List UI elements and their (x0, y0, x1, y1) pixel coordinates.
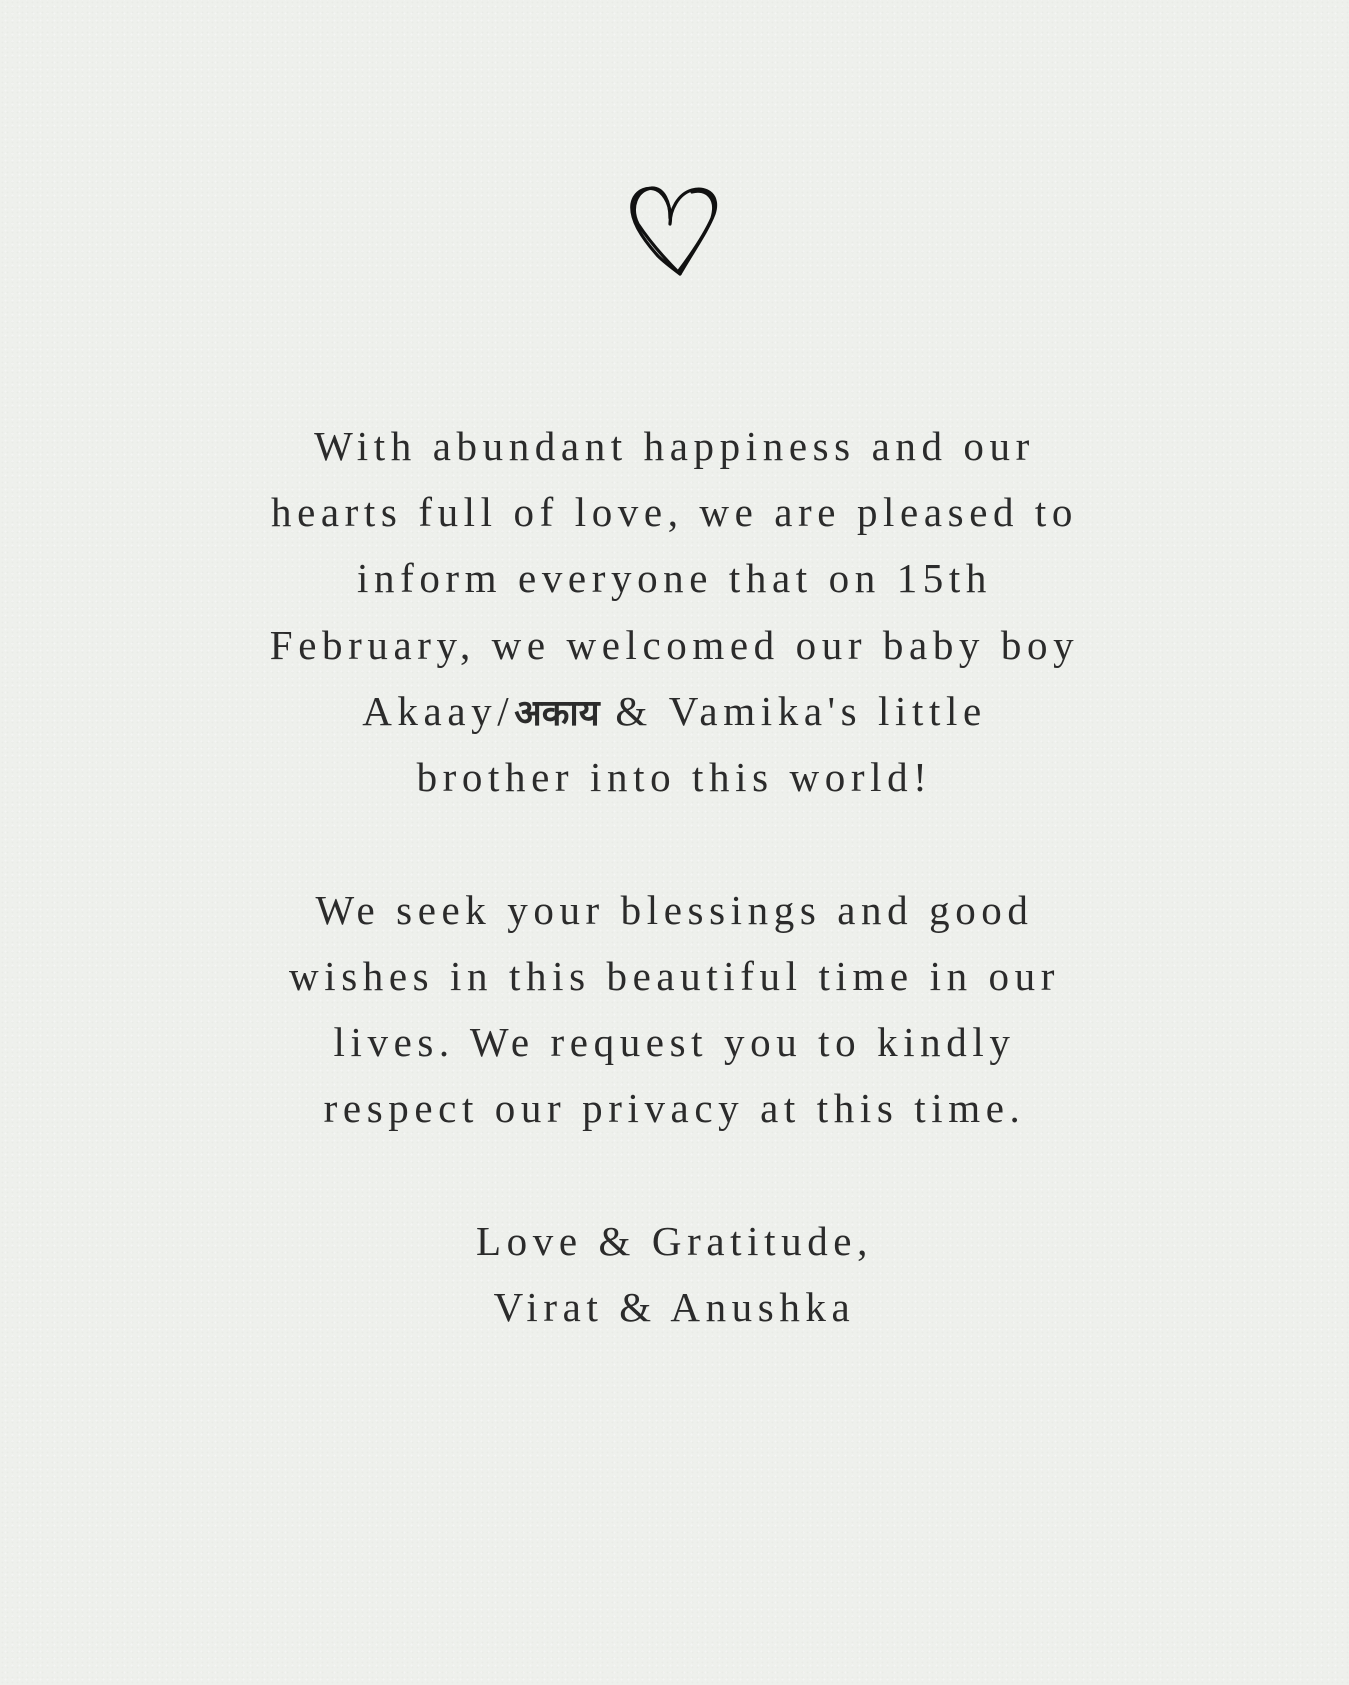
message-line: lives. We request you to kindly (333, 1019, 1016, 1065)
signoff-names: Virat & Anushka (493, 1284, 856, 1330)
message-line: respect our privacy at this time. (323, 1085, 1026, 1131)
message-line: wishes in this beautiful time in our (289, 953, 1060, 999)
baby-name: Akaay/ (362, 688, 515, 734)
message-line: February, we welcomed our baby boy (269, 622, 1080, 668)
message-line (0, 686, 1349, 739)
message-line: brother into this world! (416, 754, 933, 800)
message-line: hearts full of love, we are pleased to (270, 489, 1079, 535)
message-line: inform everyone that on 15th (356, 555, 992, 601)
baby-name-hindi: अकाय (514, 693, 600, 734)
message-line: With abundant happiness and our (314, 423, 1035, 469)
message-text: & Vamika's little (599, 688, 987, 734)
heart-icon (628, 180, 722, 278)
message-line: We seek your blessings and good (315, 887, 1034, 933)
signoff-closing: Love & Gratitude, (476, 1218, 873, 1264)
